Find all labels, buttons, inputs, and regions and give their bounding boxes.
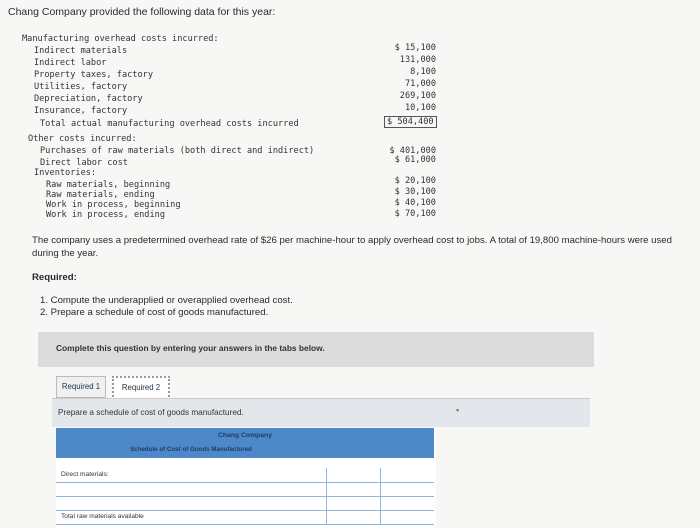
required-title: Required: bbox=[32, 272, 77, 283]
other-label: Purchases of raw materials (both direct and indirect) bbox=[40, 146, 315, 156]
amount-cell[interactable] bbox=[380, 468, 435, 482]
row-label: Direct materials: bbox=[61, 471, 109, 478]
required-item: 2. Prepare a schedule of cost of goods manufactured. bbox=[40, 307, 269, 318]
bullet-marker: ▪ bbox=[456, 405, 460, 415]
amount-cell[interactable] bbox=[326, 468, 381, 482]
other-amount: $ 401,000 bbox=[389, 146, 436, 156]
rate-paragraph: The company uses a predetermined overhead rate of $26 per machine-hour to apply overhead cost to jobs. A total of 19,800 machine-hours were used during the year. bbox=[32, 235, 672, 259]
total-label: Total actual manufacturing overhead costs incurred bbox=[40, 119, 299, 129]
table-row[interactable] bbox=[56, 482, 434, 497]
amount-cell[interactable] bbox=[380, 496, 435, 510]
other-header: Other costs incurred: bbox=[28, 134, 137, 144]
table-row bbox=[56, 468, 434, 483]
instruction-text: Complete this question by entering your answers in the tabs below. bbox=[56, 343, 325, 353]
amount-cell[interactable] bbox=[326, 482, 381, 496]
table-row[interactable] bbox=[56, 496, 434, 511]
cost-amount: 10,100 bbox=[404, 103, 436, 113]
amount-cell[interactable] bbox=[380, 482, 435, 496]
row-label: Total raw materials available bbox=[61, 513, 144, 520]
inventories-header: Inventories: bbox=[34, 168, 97, 178]
cost-amount: 131,000 bbox=[399, 55, 436, 65]
schedule-table bbox=[56, 428, 436, 528]
inventory-label: Raw materials, beginning bbox=[46, 180, 171, 190]
cost-amount: 269,100 bbox=[399, 91, 436, 101]
inventory-amount: $ 70,100 bbox=[394, 209, 436, 219]
cost-label: Insurance, factory bbox=[34, 106, 128, 116]
cost-amount: $ 15,100 bbox=[394, 43, 436, 53]
tab-prompt-bar bbox=[52, 398, 590, 427]
inventory-label: Work in process, ending bbox=[46, 210, 165, 220]
tab-required-1[interactable]: Required 1 bbox=[56, 376, 106, 398]
cost-label: Indirect labor bbox=[34, 58, 107, 68]
cost-amount: 8,100 bbox=[410, 67, 436, 77]
other-amount: $ 61,000 bbox=[394, 155, 436, 165]
cost-label: Property taxes, factory bbox=[34, 70, 153, 80]
other-label: Direct labor cost bbox=[40, 158, 128, 168]
amount-cell[interactable] bbox=[326, 510, 381, 524]
schedule-header bbox=[56, 428, 434, 458]
overhead-header: Manufacturing overhead costs incurred: bbox=[22, 34, 219, 44]
schedule-title: Schedule of Cost of Goods Manufactured bbox=[130, 446, 252, 453]
cost-label: Depreciation, factory bbox=[34, 94, 143, 104]
total-amount: $ 504,400 bbox=[384, 116, 437, 128]
table-row bbox=[56, 510, 434, 525]
required-item: 1. Compute the underapplied or overapplied overhead cost. bbox=[40, 295, 293, 306]
inventory-label: Work in process, beginning bbox=[46, 200, 181, 210]
tab-required-2[interactable]: Required 2 bbox=[112, 376, 170, 400]
cost-label: Utilities, factory bbox=[34, 82, 128, 92]
schedule-company: Chang Company bbox=[217, 432, 272, 439]
amount-cell[interactable] bbox=[326, 496, 381, 510]
cost-label: Indirect materials bbox=[34, 46, 128, 56]
inventory-amount: $ 40,100 bbox=[394, 198, 436, 208]
tab-prompt: Prepare a schedule of cost of goods manufactured. bbox=[58, 408, 244, 417]
cost-amount: 71,000 bbox=[404, 79, 436, 89]
inventory-label: Raw materials, ending bbox=[46, 190, 155, 200]
intro-text: Chang Company provided the following data for this year: bbox=[8, 6, 276, 18]
inventory-amount: $ 20,100 bbox=[394, 176, 436, 186]
amount-cell[interactable] bbox=[380, 510, 435, 524]
instruction-panel bbox=[38, 332, 594, 367]
inventory-amount: $ 30,100 bbox=[394, 187, 436, 197]
